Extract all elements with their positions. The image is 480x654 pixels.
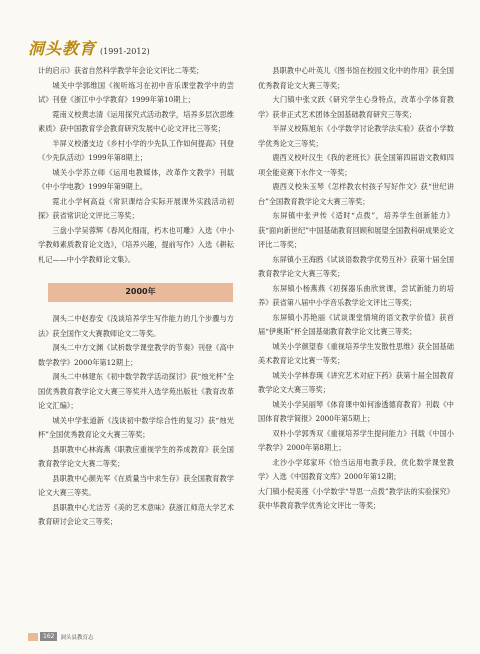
entry-paragraph: 洞头二中方文渊《试析数学课堂教学的节奏》刊登《高中数学教学》2000年第12期上； xyxy=(38,343,234,367)
entry-paragraph: 城关小学吴丽琴《体育课中如何渗透德育教育》刊载《中国体育教学简报》2000年第5期上； xyxy=(258,399,454,423)
entry-paragraph: 洞头二中赵春安《浅谈培养学生写作能力的几个步骤与方法》获全国作文大赛教师论文二等奖。 xyxy=(38,314,234,338)
entry-paragraph: 三盘小学吴蓉辉《春风化细雨，朽木也可雕》入选《中小学教师素质教育论文选》，《培养兴趣，提前写作》入选《耕耘札记——中小学教师论文集》。 xyxy=(38,225,234,264)
left-bottom-entries xyxy=(38,312,234,530)
page-footer xyxy=(28,632,93,641)
entry-paragraph: 霓南义校黄志清《运用探究式活动教学，培养多层次思维素质》获中国教育学会教育研究发展中心论文评比三等奖； xyxy=(38,109,234,133)
entry-paragraph: 东屏镇中张尹传《适时“点拨”，培养学生创新能力》获“面向新世纪”中国基础教育回顾和展望全国教科研成果论文评比二等奖； xyxy=(258,211,454,249)
book-logo: 洞头教育 xyxy=(28,39,97,58)
entry-paragraph: 霓北小学柯高益《常识课结合实际开展课外实践活动初探》获省常识论文评比三等奖； xyxy=(38,196,234,220)
entry-paragraph: 城关小学颜望春《重视培养学生发散性思维》获全国基础美术教育论文比赛一等奖； xyxy=(258,341,454,365)
entry-paragraph: 洞头二中林建东《初中数学教学活动探讨》获“烛光杯”全国优秀教育教学论文大赛三等奖并入选学苑出版社《教育改革论文汇编》； xyxy=(38,372,234,410)
footer-bar xyxy=(28,633,38,641)
entry-paragraph: 半屏义校陈旭东《小学数学讨论教学法实验》获省小学数学优秀论文三等奖； xyxy=(258,124,454,148)
entry-paragraph: 计的启示》获省自然科学教学年会论文评比二等奖； xyxy=(38,66,204,75)
entry-paragraph: 东屏镇小苏艳丽《试谈课堂情境的语文教学价值》获首届“伊奥斯”杯全国基础教育教学论文比赛三等奖； xyxy=(258,312,454,336)
page-number: 162 xyxy=(40,632,57,641)
left-top-entries xyxy=(38,64,234,267)
entry-paragraph: 城关小学苏立师《运用电教媒体，改革作文教学》刊载《中小学电教》1999年第9期上。 xyxy=(38,167,234,191)
entry-paragraph: 鹿西义校朱玉琴《怎样教农村孩子写好作文》获“世纪讲台”全国教育教学论文大赛三等奖； xyxy=(258,182,454,206)
entry-paragraph: 东屏镇小杨燕燕《初探器乐曲欣赏课，尝试新能力的培养》获省第八届中小学音乐教学论文评比三等奖； xyxy=(258,283,454,307)
entry-paragraph: 鹿西义校叶汉生《我的老班长》获全国第四届语文教师四项全能竞赛下水作文一等奖； xyxy=(258,153,454,177)
publication-name: 洞头县教育志 xyxy=(60,634,94,641)
entry-paragraph: 县职教中心叶英儿《图书馆在校园文化中的作用》获全国优秀教育论文大赛三等奖； xyxy=(258,66,454,90)
entry-paragraph: 城关中学张道新《浅谈初中数学综合性的复习》获“烛光杯”全国优秀教育论文大赛三等奖； xyxy=(38,415,234,439)
entry-paragraph: 县职教中心林海燕《职教应重视学生的养成教育》获全国教育教学论文大赛二等奖； xyxy=(38,444,234,468)
right-entries xyxy=(258,64,454,514)
entry-paragraph: 北沙小学郑家环《恰当运用电教手段，优化数学课堂教学》入选《中国教育文库》2000年第12期； xyxy=(258,457,454,481)
year-banner: 2000年 xyxy=(48,283,233,302)
entry-paragraph: 县职教中心颜先军《在质量当中求生存》获全国教育教学论文大赛三等奖。 xyxy=(38,473,234,497)
entry-paragraph: 双朴小学郭秀双《重视培养学生提问能力》刊载《中国小学教学》2000年第8期上； xyxy=(258,428,454,452)
right-column xyxy=(258,64,454,514)
entry-paragraph: 城关小学林春瑛《讲究艺术对症下药》获第十届全国教育教学论文大赛三等奖； xyxy=(258,370,454,394)
left-column xyxy=(38,64,234,530)
entry-paragraph: 大门镇中张文跃《研究学生心身特点，改革小学体育教学》获非正式艺术团体全国基础教育研究三等奖； xyxy=(258,95,454,119)
entry-paragraph: 城关中学郭维国《视听练习在初中音乐课堂教学中的尝试》刊登《浙江中小学教育》1999年第10期上； xyxy=(38,80,234,104)
page-header xyxy=(28,36,150,59)
year-range: (1991-2012) xyxy=(100,47,150,56)
entry-paragraph: 东屏镇小王海鸥《试谈语数教学优势互补》获第十届全国教育教学论文大赛三等奖； xyxy=(258,254,454,278)
entry-paragraph: 半屏义校潘支边《乡村小学的少先队工作如何提高》刊登《少先队活动》1999年第8期上； xyxy=(38,138,234,162)
entry-paragraph: 大门镇小倪美莲《小学数学“导思一点拨”教学法的实验探究》获中华教育教学优秀论文评比一等奖； xyxy=(258,486,454,510)
entry-paragraph: 县职教中心尤洁芳《美的艺术意味》获浙江师范大学艺术教育研讨会论文三等奖； xyxy=(38,502,234,526)
